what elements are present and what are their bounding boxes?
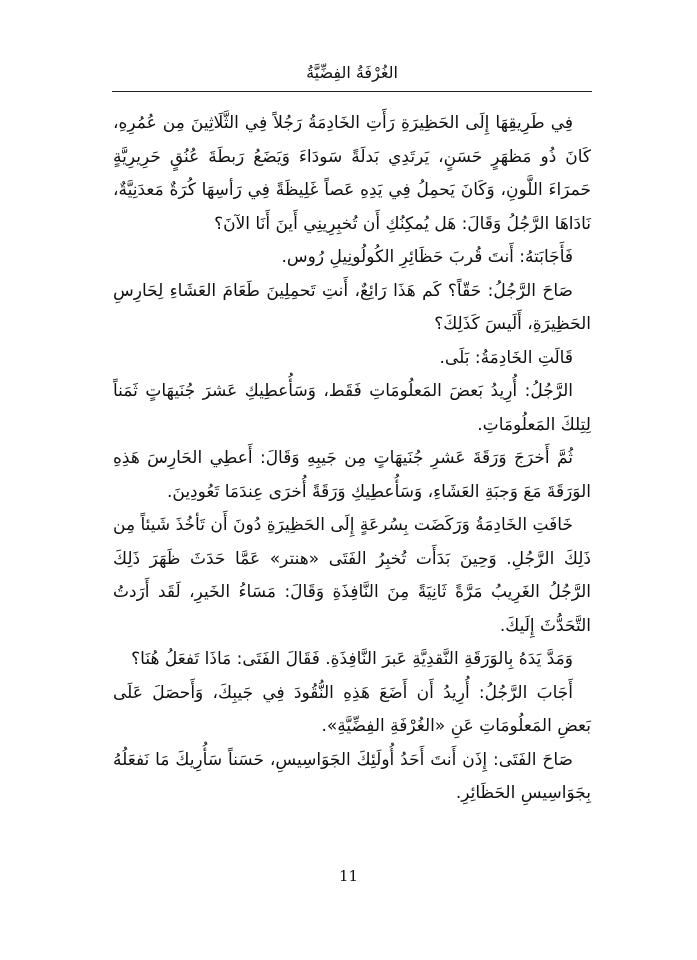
paragraph-4: قَالَتِ الخَادِمَةُ: بَلَى. — [439, 347, 573, 368]
running-header-title: الغُرْفَةُ الفِضِّيَّةُ — [306, 63, 398, 82]
header-divider — [112, 91, 592, 92]
paragraph-9: أَجَابَ الرَّجُلُ: أُرِيدُ أَن أَضَعَ هَذِهِ النُّقُودَ فِي جَيبِكَ، وَأَحصَلَ عَلَى بَعضِ المَعلُومَاتِ عَنِ «الغُرْفَةِ الفِضِّيَّةِ». — [113, 682, 591, 736]
body-text — [113, 107, 591, 811]
page-number: 11 — [338, 867, 359, 885]
paragraph-5: الرَّجُلُ: أُرِيدُ بَعضَ المَعلُومَاتِ فَقَط، وَسَأُعطِيكِ عَشرَ جُنَيهَاتٍ ثَمَناً لِتِلكَ المَعلُومَاتِ. — [113, 381, 591, 435]
paragraph-2: فَأَجَابَتهُ: أَنتَ قُربَ حَظَائِرِ الكُولُونِيلِ رُوس. — [281, 247, 573, 267]
paragraph-6: ثُمَّ أَخرَجَ وَرَقَةَ عَشرِ جُنَيهَاتٍ مِن جَيبِهِ وَقَالَ: أَعطِي الحَارِسَ هَذِهِ الوَرَقَةَ مَعَ وَجبَةِ العَشَاءِ، وَسَأُعطِيكِ وَرَقَةً أُخرَى عِندَمَا تَعُودِينَ. — [113, 448, 591, 502]
paragraph-8: وَمَدَّ يَدَهُ بِالوَرَقَةِ النَّقدِيَّةِ عَبرَ النَّافِذَةِ. فَقَالَ الفَتَى: مَاذَا تَفعَلُ هُنَا؟ — [131, 649, 573, 669]
paragraph-7: خَافَتِ الخَادِمَةُ وَرَكَضَت بِسُرعَةٍ إِلَى الحَظِيرَةِ دُونَ أَن تَأخُذَ شَيئاً مِن ذَلِكَ الرَّجُلِ. وَحِينَ بَدَأَت تُخبِرُ الفَتَى «هنتر» عَمَّا حَدَثَ ظَهَرَ ذَلِكَ الرَّجُلُ الغَرِيبُ مَرَّةً ثَانِيَةً مِنَ النَّافِذَةِ وَقَالَ: مَسَاءُ الخَيرِ، لَقَد أَرَدتُ التَّحَدُّثَ إِلَيكَ. — [113, 515, 591, 636]
paragraph-3: صَاحَ الرَّجُلُ: حَقّاً؟ كَم هَذَا رَائِعٌ، أَنتِ تَحمِلِينَ طَعَامَ العَشَاءِ لِحَارِسِ الحَظِيرَةِ، أَلَيسَ كَذَلِكَ؟ — [113, 280, 591, 334]
paragraph-1: فِي طَرِيقِهَا إِلَى الحَظِيرَةِ رَأَتِ الخَادِمَةُ رَجُلاً فِي الثَّلَاثِينَ مِن عُمُرِهِ، كَانَ ذُو مَظهَرٍ حَسَنٍ، يَرتَدِي بَدلَةً سَودَاءَ وَيَضَعُ رَبطَةَ عُنُقٍ حَرِيرِيَّةٍ حَمرَاءَ اللَّونِ، وَكَانَ يَحمِلُ فِي يَدِهِ عَصاً غَلِيظَةً فِي رَأسِهَا كُرَةٌ مَعدَنِيَّةٌ، نَادَاهَا الرَّجُلُ وَقَالَ: هَل يُمكِنُكِ أَن تُخبِرِينِي أَينَ أَنَا الآنَ؟ — [113, 113, 591, 234]
paragraph-10: صَاحَ الفَتَى: إِذَن أَنتَ أَحَدُ أُولَئِكَ الجَوَاسِيسِ، حَسَناً سَأُرِيكَ مَا نَفعَلُهُ بِجَوَاسِيسِ الحَظَائِرِ. — [113, 749, 591, 803]
